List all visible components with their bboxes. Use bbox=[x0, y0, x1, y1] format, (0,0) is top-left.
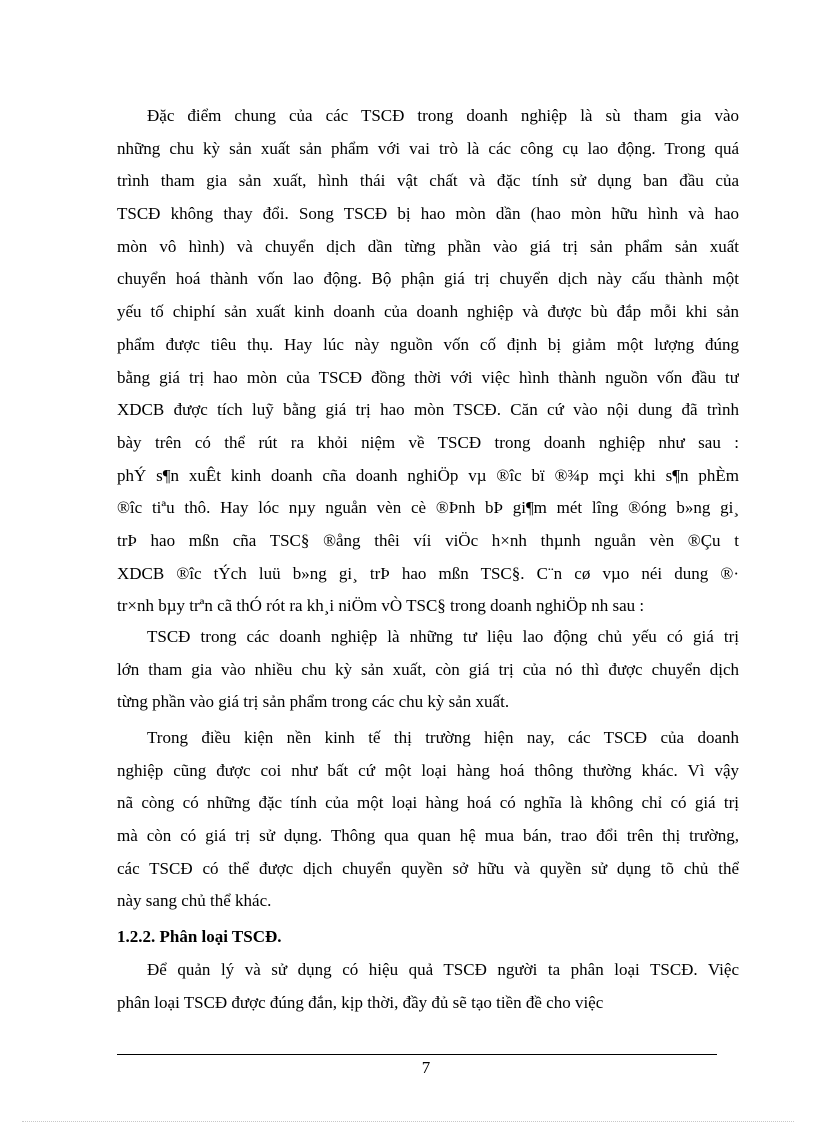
text-line: trình tham gia sản xuất, hình thái vật chất và đặc tính sử dụng ban đầu của bbox=[117, 171, 739, 191]
garbled-text-line: trÞ hao mßn cña TSC§ ®ång thêi víi viÖc h×nh thµnh nguån vèn ®Çu t bbox=[117, 530, 739, 550]
text-line: XDCB được tích luỹ bằng giá trị hao mòn TSCĐ. Căn cứ vào nội dung đã trình bbox=[117, 400, 739, 420]
paragraph-market-economy bbox=[117, 722, 739, 918]
text-line: TSCĐ không thay đổi. Song TSCĐ bị hao mòn dần (hao mòn hữu hình và hao bbox=[117, 204, 739, 224]
text-line: Để quản lý và sử dụng có hiệu quả TSCĐ người ta phân loại TSCĐ. Việc bbox=[147, 960, 739, 979]
footer-rule bbox=[117, 1054, 717, 1055]
text-line: những chu kỳ sản xuất sản phẩm với vai trò là các công cụ lao động. Trong quá bbox=[117, 138, 739, 158]
page-number: 7 bbox=[421, 1058, 431, 1077]
text-line: này sang chủ thể khác. bbox=[117, 891, 272, 911]
garbled-text-line: tr×nh bµy trªn cã thÓ rót ra kh¸i niÖm vÒ TSC§ trong doanh nghiÖp nh sau : bbox=[117, 596, 645, 616]
text-line: bằng giá trị hao mòn của TSCĐ đồng thời với việc hình thành nguồn vốn đầu tư bbox=[117, 367, 739, 387]
text-line: yếu tố chiphí sản xuất kinh doanh của doanh nghiệp và được bù đắp mỗi khi sản bbox=[117, 302, 739, 322]
text-line: TSCĐ trong các doanh nghiệp là những tư liệu lao động chủ yếu có giá trị bbox=[147, 627, 739, 646]
garbled-text-line: XDCB ®îc tÝch luü b»ng gi¸ trÞ hao mßn TSC§. C¨n cø vµo néi dung ®· bbox=[117, 563, 739, 583]
text-line: Đặc điểm chung của các TSCĐ trong doanh nghiệp là sù tham gia vào bbox=[147, 106, 739, 125]
garbled-text-line: phÝ s¶n xuÊt kinh doanh cña doanh nghiÖp vµ ®îc bï ®¾p mçi khi s¶n phÈm bbox=[117, 465, 739, 485]
text-line: nghiệp cũng được coi như bất cứ một loại hàng hoá thông thường khác. Vì vậy bbox=[117, 760, 739, 780]
paragraph-tscd-characteristics bbox=[117, 100, 739, 623]
text-line: mà còn có giá trị sử dụng. Thông qua quan hệ mua bán, trao đổi trên thị trường, bbox=[117, 826, 739, 846]
text-line: từng phần vào giá trị sản phẩm trong các chu kỳ sản xuất. bbox=[117, 692, 510, 712]
paragraph-classification bbox=[117, 954, 739, 1019]
text-line: lớn tham gia vào nhiều chu kỳ sản xuất, còn giá trị của nó thì được chuyển dịch bbox=[117, 659, 739, 679]
text-line: mòn vô hình) và chuyển dịch dần từng phần vào giá trị sản phẩm sản xuất bbox=[117, 236, 739, 256]
text-line: các TSCĐ có thể được dịch chuyển quyền sở hữu và quyền sử dụng tõ chủ thể bbox=[117, 858, 739, 878]
paragraph-tscd-definition bbox=[117, 621, 739, 719]
text-line: Trong điều kiện nền kinh tế thị trường hiện nay, các TSCĐ của doanh bbox=[147, 728, 739, 747]
section-heading: 1.2.2. Phân loại TSCĐ. bbox=[117, 927, 282, 946]
text-line: chuyển hoá thành vốn lao động. Bộ phận giá trị chuyển dịch này cấu thành một bbox=[117, 269, 739, 289]
text-line: phân loại TSCĐ được đúng đắn, kịp thời, đầy đủ sẽ tạo tiền đề cho việc bbox=[117, 992, 604, 1012]
page-edge-divider bbox=[22, 1121, 794, 1122]
text-line: bày trên có thể rút ra khỏi niệm về TSCĐ trong doanh nghiệp như sau : bbox=[117, 432, 739, 452]
text-line: nã còng có những đặc tính của một loại hàng hoá có nghĩa là không chỉ có giá trị bbox=[117, 793, 739, 813]
text-line: phẩm được tiêu thụ. Hay lúc này nguồn vốn cố định bị giảm một lượng đúng bbox=[117, 334, 739, 354]
garbled-text-line: ®îc tiªu thô. Hay lóc nµy nguån vèn cè ®Þnh bÞ gi¶m mét lîng ®óng b»ng gi¸ bbox=[117, 498, 739, 518]
